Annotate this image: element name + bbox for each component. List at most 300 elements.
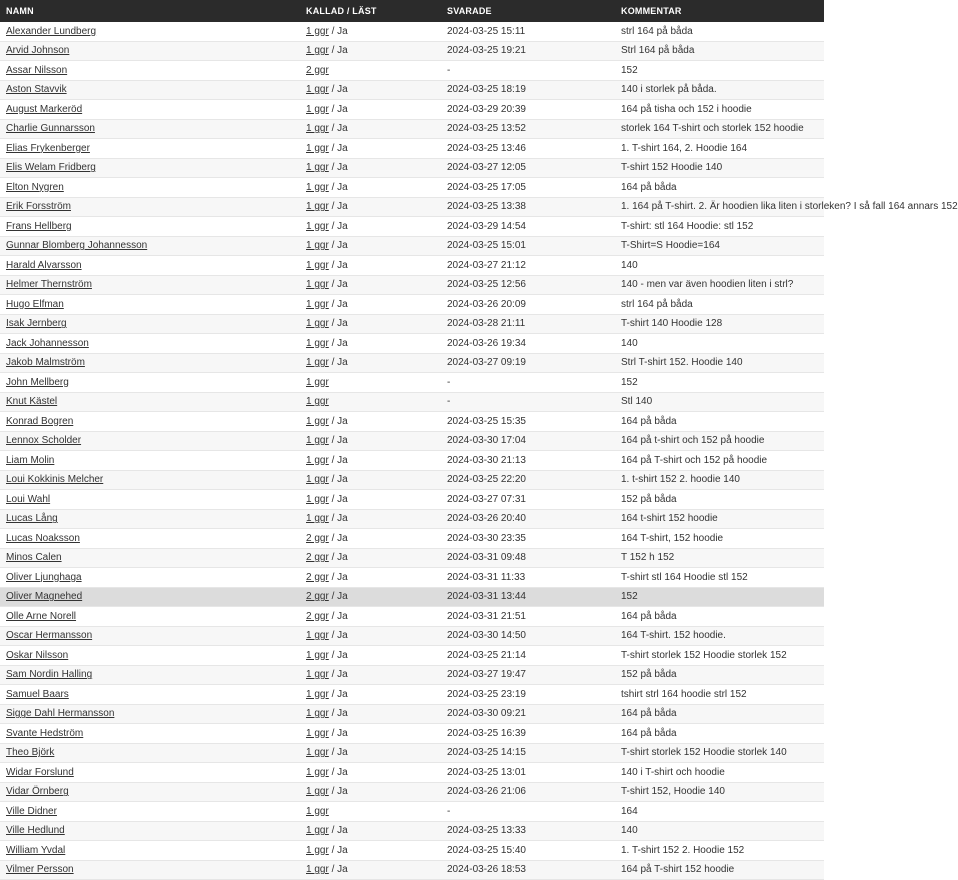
read-status: / Ja <box>328 513 348 525</box>
answered-cell: 2024-03-25 13:38 <box>441 197 615 217</box>
called-count-link[interactable]: 1 ggr <box>306 45 329 57</box>
called-read-cell <box>300 451 441 471</box>
called-read-cell <box>300 197 441 217</box>
comment-cell: storlek 164 T-shirt och storlek 152 hoodie <box>615 119 824 139</box>
answered-cell: 2024-03-31 21:51 <box>441 607 615 627</box>
read-status: / Ja <box>328 123 348 135</box>
called-read-cell <box>300 607 441 627</box>
member-name-link[interactable]: Ville Hedlund <box>6 825 65 837</box>
called-count-link[interactable]: 2 ggr <box>306 610 329 622</box>
called-read-cell <box>300 802 441 822</box>
table-row <box>0 412 824 432</box>
called-read-cell <box>300 548 441 568</box>
member-name-link[interactable]: Vilmer Persson <box>6 864 74 876</box>
table-body <box>0 22 958 880</box>
answered-cell: 2024-03-25 13:46 <box>441 139 615 159</box>
called-read-cell <box>300 626 441 646</box>
called-read-cell <box>300 334 441 354</box>
called-read-cell <box>300 178 441 198</box>
called-count-link[interactable]: 1 ggr <box>306 688 329 700</box>
read-status: / Ja <box>328 279 348 291</box>
table-row <box>0 158 824 178</box>
name-cell <box>0 841 300 861</box>
answered-cell: 2024-03-27 07:31 <box>441 490 615 510</box>
comment-cell: T-Shirt=S Hoodie=164 <box>615 236 824 256</box>
read-status: / Ja <box>328 357 348 369</box>
answered-cell: 2024-03-25 13:01 <box>441 763 615 783</box>
called-count-link[interactable]: 1 ggr <box>306 844 329 856</box>
table-row <box>0 139 824 159</box>
member-name-link[interactable]: Liam Molin <box>6 454 55 466</box>
answered-cell: 2024-03-29 14:54 <box>441 217 615 237</box>
answered-cell: 2024-03-28 21:11 <box>441 314 615 334</box>
name-cell <box>0 314 300 334</box>
name-cell <box>0 295 300 315</box>
called-count-link[interactable]: 1 ggr <box>306 786 329 798</box>
called-count-link[interactable]: 1 ggr <box>306 103 329 115</box>
header-answered[interactable]: SVARADE <box>441 0 615 22</box>
member-name-link[interactable]: Loui Wahl <box>6 493 51 505</box>
table-row <box>0 646 824 666</box>
called-count-link[interactable]: 1 ggr <box>306 805 329 817</box>
header-called-read[interactable]: KALLAD / LÄST <box>300 0 441 22</box>
comment-cell: 164 på t-shirt och 152 på hoodie <box>615 431 824 451</box>
answered-cell: 2024-03-29 20:39 <box>441 100 615 120</box>
called-count-link[interactable]: 1 ggr <box>306 435 329 447</box>
read-status: / Ja <box>328 454 348 466</box>
answered-cell: 2024-03-25 21:14 <box>441 646 615 666</box>
called-count-link[interactable]: 1 ggr <box>306 415 329 427</box>
name-cell <box>0 665 300 685</box>
answered-cell: 2024-03-25 18:19 <box>441 80 615 100</box>
called-count-link[interactable]: 1 ggr <box>306 766 329 778</box>
member-name-link[interactable]: Frans Hellberg <box>6 220 72 232</box>
answered-cell: 2024-03-30 23:35 <box>441 529 615 549</box>
name-cell <box>0 431 300 451</box>
member-name-link[interactable]: Hugo Elfman <box>6 298 64 310</box>
name-cell <box>0 61 300 81</box>
called-read-cell <box>300 158 441 178</box>
comment-cell: 1. T-shirt 152 2. Hoodie 152 <box>615 841 824 861</box>
called-count-link[interactable]: 1 ggr <box>306 669 329 681</box>
table-row <box>0 334 824 354</box>
name-cell <box>0 275 300 295</box>
member-name-link[interactable]: Elis Welam Fridberg <box>6 162 96 174</box>
called-read-cell <box>300 100 441 120</box>
called-read-cell <box>300 373 441 393</box>
table-header-row <box>0 0 824 22</box>
called-read-cell <box>300 490 441 510</box>
comment-cell: 152 <box>615 373 824 393</box>
name-cell <box>0 412 300 432</box>
member-name-link[interactable]: Sigge Dahl Hermansson <box>6 708 115 720</box>
answered-cell: 2024-03-25 14:15 <box>441 743 615 763</box>
member-name-link[interactable]: Oskar Nilsson <box>6 649 69 661</box>
called-read-cell <box>300 256 441 276</box>
comment-cell: strl 164 på båda <box>615 22 824 41</box>
called-read-cell <box>300 665 441 685</box>
member-name-link[interactable]: Olle Arne Norell <box>6 610 77 622</box>
comment-cell: 140 <box>615 334 824 354</box>
table-row <box>0 256 824 276</box>
member-name-link[interactable]: John Mellberg <box>6 376 69 388</box>
name-cell <box>0 22 300 41</box>
member-name-link[interactable]: Harald Alvarsson <box>6 259 82 271</box>
called-count-link[interactable]: 1 ggr <box>306 649 329 661</box>
answered-cell: 2024-03-27 21:12 <box>441 256 615 276</box>
called-read-cell <box>300 860 441 880</box>
answered-cell: 2024-03-25 15:01 <box>441 236 615 256</box>
read-status: / Ja <box>328 201 348 213</box>
table-row <box>0 178 824 198</box>
answered-cell: 2024-03-26 19:34 <box>441 334 615 354</box>
read-status: / Ja <box>328 240 348 252</box>
name-cell <box>0 529 300 549</box>
comment-cell: 164 på båda <box>615 607 824 627</box>
called-count-link[interactable]: 1 ggr <box>306 493 329 505</box>
called-count-link[interactable]: 2 ggr <box>306 552 329 564</box>
table-row <box>0 100 824 120</box>
name-cell <box>0 334 300 354</box>
member-name-link[interactable]: August Markeröd <box>6 103 83 115</box>
answered-cell: 2024-03-25 13:52 <box>441 119 615 139</box>
member-name-link[interactable]: Aston Stavvik <box>6 84 67 96</box>
read-status: / Ja <box>328 162 348 174</box>
called-count-link[interactable]: 1 ggr <box>306 376 329 388</box>
comment-cell: T 152 h 152 <box>615 548 824 568</box>
answered-cell: 2024-03-27 12:05 <box>441 158 615 178</box>
member-name-link[interactable]: Loui Kokkinis Melcher <box>6 474 104 486</box>
read-status: / Ja <box>328 571 348 583</box>
called-read-cell <box>300 275 441 295</box>
name-cell <box>0 119 300 139</box>
table-row <box>0 490 824 510</box>
comment-cell: strl 164 på båda <box>615 295 824 315</box>
member-name-link[interactable]: Minos Calen <box>6 552 62 564</box>
name-cell <box>0 587 300 607</box>
name-cell <box>0 782 300 802</box>
called-count-link[interactable]: 1 ggr <box>306 396 329 408</box>
name-cell <box>0 451 300 471</box>
read-status: / Ja <box>328 786 348 798</box>
member-name-link[interactable]: Alexander Lundberg <box>6 25 97 37</box>
called-count-link[interactable]: 1 ggr <box>306 727 329 739</box>
called-read-cell <box>300 392 441 412</box>
comment-cell: 164 på båda <box>615 704 824 724</box>
table-row <box>0 743 824 763</box>
answered-cell: 2024-03-26 21:06 <box>441 782 615 802</box>
name-cell <box>0 704 300 724</box>
comment-cell: T-shirt 152, Hoodie 140 <box>615 782 824 802</box>
table-row <box>0 275 824 295</box>
read-status: / Ja <box>328 727 348 739</box>
table-row <box>0 802 824 822</box>
comment-cell: 140 i storlek på båda. <box>615 80 824 100</box>
answered-cell: - <box>441 373 615 393</box>
called-read-cell <box>300 314 441 334</box>
called-read-cell <box>300 782 441 802</box>
table-row <box>0 217 824 237</box>
table-row <box>0 548 824 568</box>
read-status: / Ja <box>328 766 348 778</box>
read-status: / Ja <box>328 493 348 505</box>
name-cell <box>0 353 300 373</box>
read-status: / Ja <box>328 747 348 759</box>
table-row <box>0 568 824 588</box>
name-cell <box>0 217 300 237</box>
comment-cell: T-shirt storlek 152 Hoodie storlek 152 <box>615 646 824 666</box>
name-cell <box>0 256 300 276</box>
read-status: / Ja <box>328 864 348 876</box>
member-name-link[interactable]: Knut Kästel <box>6 396 58 408</box>
called-read-cell <box>300 22 441 41</box>
answered-cell: 2024-03-27 19:47 <box>441 665 615 685</box>
member-name-link[interactable]: Lucas Lång <box>6 513 58 525</box>
member-name-link[interactable]: Oliver Ljunghaga <box>6 571 82 583</box>
member-name-link[interactable]: Oliver Magnehed <box>6 591 83 603</box>
called-count-link[interactable]: 1 ggr <box>306 747 329 759</box>
table-row <box>0 782 824 802</box>
called-count-link[interactable]: 1 ggr <box>306 474 329 486</box>
table-row <box>0 704 824 724</box>
called-count-link[interactable]: 2 ggr <box>306 64 329 76</box>
member-name-link[interactable]: Jack Johannesson <box>6 337 89 349</box>
member-name-link[interactable]: Sam Nordin Halling <box>6 669 93 681</box>
comment-cell: 152 <box>615 587 824 607</box>
name-cell <box>0 158 300 178</box>
name-cell <box>0 607 300 627</box>
called-count-link[interactable]: 1 ggr <box>306 142 329 154</box>
read-status: / Ja <box>328 669 348 681</box>
header-name[interactable]: NAMN <box>0 0 300 22</box>
answered-cell: 2024-03-26 18:53 <box>441 860 615 880</box>
read-status: / Ja <box>328 259 348 271</box>
member-name-link[interactable]: Charlie Gunnarsson <box>6 123 95 135</box>
called-count-link[interactable]: 1 ggr <box>306 220 329 232</box>
table-row <box>0 607 824 627</box>
name-cell <box>0 236 300 256</box>
comment-cell: 1. T-shirt 164, 2. Hoodie 164 <box>615 139 824 159</box>
answered-cell: 2024-03-25 15:11 <box>441 22 615 41</box>
table-row <box>0 295 824 315</box>
called-read-cell <box>300 743 441 763</box>
member-name-link[interactable]: Arvid Johnson <box>6 45 70 57</box>
comment-cell: 164 på båda <box>615 412 824 432</box>
called-read-cell <box>300 646 441 666</box>
comment-cell: 140 i T-shirt och hoodie <box>615 763 824 783</box>
comment-cell: 152 på båda <box>615 490 824 510</box>
answered-cell: - <box>441 802 615 822</box>
read-status: / Ja <box>328 844 348 856</box>
table-row <box>0 61 824 81</box>
read-status: / Ja <box>328 708 348 720</box>
called-read-cell <box>300 295 441 315</box>
comment-cell: T-shirt 152 Hoodie 140 <box>615 158 824 178</box>
called-read-cell <box>300 529 441 549</box>
member-name-link[interactable]: Elton Nygren <box>6 181 64 193</box>
member-name-link[interactable]: Elias Frykenberger <box>6 142 90 154</box>
member-name-link[interactable]: Vidar Örnberg <box>6 786 69 798</box>
answered-cell: 2024-03-31 13:44 <box>441 587 615 607</box>
header-comment[interactable]: KOMMENTAR <box>615 0 824 22</box>
answered-cell: - <box>441 61 615 81</box>
called-read-cell <box>300 431 441 451</box>
called-read-cell <box>300 587 441 607</box>
name-cell <box>0 646 300 666</box>
answered-cell: 2024-03-26 20:09 <box>441 295 615 315</box>
name-cell <box>0 373 300 393</box>
name-cell <box>0 724 300 744</box>
comment-cell: T-shirt storlek 152 Hoodie storlek 140 <box>615 743 824 763</box>
member-name-link[interactable]: Jakob Malmström <box>6 357 85 369</box>
called-count-link[interactable]: 1 ggr <box>306 279 329 291</box>
called-count-link[interactable]: 2 ggr <box>306 571 329 583</box>
called-count-link[interactable]: 1 ggr <box>306 25 329 37</box>
name-cell <box>0 509 300 529</box>
comment-cell: 164 på tisha och 152 i hoodie <box>615 100 824 120</box>
name-cell <box>0 802 300 822</box>
member-name-link[interactable]: Svante Hedström <box>6 727 84 739</box>
called-read-cell <box>300 236 441 256</box>
called-read-cell <box>300 704 441 724</box>
table-row <box>0 509 824 529</box>
called-count-link[interactable]: 1 ggr <box>306 454 329 466</box>
comment-cell: T-shirt 140 Hoodie 128 <box>615 314 824 334</box>
called-read-cell <box>300 139 441 159</box>
called-count-link[interactable]: 1 ggr <box>306 201 329 213</box>
comment-cell: 164 T-shirt, 152 hoodie <box>615 529 824 549</box>
called-count-link[interactable]: 1 ggr <box>306 123 329 135</box>
answered-cell: 2024-03-25 23:19 <box>441 685 615 705</box>
called-count-link[interactable]: 1 ggr <box>306 240 329 252</box>
called-read-cell <box>300 61 441 81</box>
read-status: / Ja <box>328 630 348 642</box>
name-cell <box>0 548 300 568</box>
table-row <box>0 314 824 334</box>
comment-cell: 140 <box>615 256 824 276</box>
member-name-link[interactable]: Gunnar Blomberg Johannesson <box>6 240 148 252</box>
answered-cell: 2024-03-31 09:48 <box>441 548 615 568</box>
read-status: / Ja <box>328 415 348 427</box>
called-read-cell <box>300 119 441 139</box>
answered-cell: - <box>441 392 615 412</box>
answered-cell: 2024-03-31 11:33 <box>441 568 615 588</box>
answered-cell: 2024-03-30 09:21 <box>441 704 615 724</box>
member-name-link[interactable]: William Yvdal <box>6 844 66 856</box>
member-name-link[interactable]: Oscar Hermansson <box>6 630 93 642</box>
member-name-link[interactable]: Helmer Thernström <box>6 279 92 291</box>
table-row <box>0 841 824 861</box>
called-count-link[interactable]: 1 ggr <box>306 84 329 96</box>
called-count-link[interactable]: 1 ggr <box>306 298 329 310</box>
name-cell <box>0 178 300 198</box>
table-row <box>0 22 824 41</box>
called-read-cell <box>300 841 441 861</box>
table-row <box>0 821 824 841</box>
member-name-link[interactable]: Isak Jernberg <box>6 318 67 330</box>
table-row <box>0 724 824 744</box>
name-cell <box>0 392 300 412</box>
called-count-link[interactable]: 1 ggr <box>306 630 329 642</box>
read-status: / Ja <box>328 435 348 447</box>
called-read-cell <box>300 568 441 588</box>
name-cell <box>0 743 300 763</box>
called-count-link[interactable]: 1 ggr <box>306 259 329 271</box>
table-row <box>0 373 824 393</box>
table-row <box>0 626 824 646</box>
member-name-link[interactable]: Konrad Bogren <box>6 415 74 427</box>
table-row <box>0 763 824 783</box>
table-row <box>0 685 824 705</box>
name-cell <box>0 490 300 510</box>
comment-cell: 164 på T-shirt och 152 på hoodie <box>615 451 824 471</box>
name-cell <box>0 470 300 490</box>
comment-cell: 164 på T-shirt 152 hoodie <box>615 860 824 880</box>
name-cell <box>0 139 300 159</box>
called-count-link[interactable]: 1 ggr <box>306 864 329 876</box>
called-count-link[interactable]: 1 ggr <box>306 708 329 720</box>
called-read-cell <box>300 509 441 529</box>
member-name-link[interactable]: Ville Didner <box>6 805 57 817</box>
called-count-link[interactable]: 2 ggr <box>306 591 329 603</box>
read-status: / Ja <box>328 649 348 661</box>
called-count-link[interactable]: 1 ggr <box>306 513 329 525</box>
answered-cell: 2024-03-25 15:40 <box>441 841 615 861</box>
member-name-link[interactable]: Samuel Baars <box>6 688 69 700</box>
table-row <box>0 236 824 256</box>
table-row <box>0 431 824 451</box>
comment-cell: 152 <box>615 61 824 81</box>
called-count-link[interactable]: 1 ggr <box>306 162 329 174</box>
name-cell <box>0 41 300 61</box>
read-status: / Ja <box>328 474 348 486</box>
member-name-link[interactable]: Lucas Noaksson <box>6 532 80 544</box>
member-name-link[interactable]: Lennox Scholder <box>6 435 82 447</box>
called-count-link[interactable]: 1 ggr <box>306 181 329 193</box>
name-cell <box>0 763 300 783</box>
comment-cell: Strl T-shirt 152. Hoodie 140 <box>615 353 824 373</box>
name-cell <box>0 821 300 841</box>
name-cell <box>0 626 300 646</box>
called-read-cell <box>300 353 441 373</box>
called-count-link[interactable]: 1 ggr <box>306 337 329 349</box>
table-row <box>0 860 824 880</box>
member-name-link[interactable]: Assar Nilsson <box>6 64 68 76</box>
called-read-cell <box>300 41 441 61</box>
member-name-link[interactable]: Erik Forsström <box>6 201 71 213</box>
table-row <box>0 197 824 217</box>
called-read-cell <box>300 80 441 100</box>
read-status: / Ja <box>328 591 348 603</box>
read-status: / Ja <box>328 45 348 57</box>
comment-cell: 164 på båda <box>615 178 824 198</box>
called-count-link[interactable]: 2 ggr <box>306 532 329 544</box>
called-read-cell <box>300 763 441 783</box>
comment-cell: 140 <box>615 821 824 841</box>
called-count-link[interactable]: 1 ggr <box>306 357 329 369</box>
called-count-link[interactable]: 1 ggr <box>306 318 329 330</box>
read-status: / Ja <box>328 825 348 837</box>
table-row <box>0 119 824 139</box>
read-status: / Ja <box>328 318 348 330</box>
table-row <box>0 353 824 373</box>
called-count-link[interactable]: 1 ggr <box>306 825 329 837</box>
called-read-cell <box>300 470 441 490</box>
member-name-link[interactable]: Widar Forslund <box>6 766 74 778</box>
read-status: / Ja <box>328 688 348 700</box>
member-name-link[interactable]: Theo Björk <box>6 747 55 759</box>
answered-cell: 2024-03-25 16:39 <box>441 724 615 744</box>
